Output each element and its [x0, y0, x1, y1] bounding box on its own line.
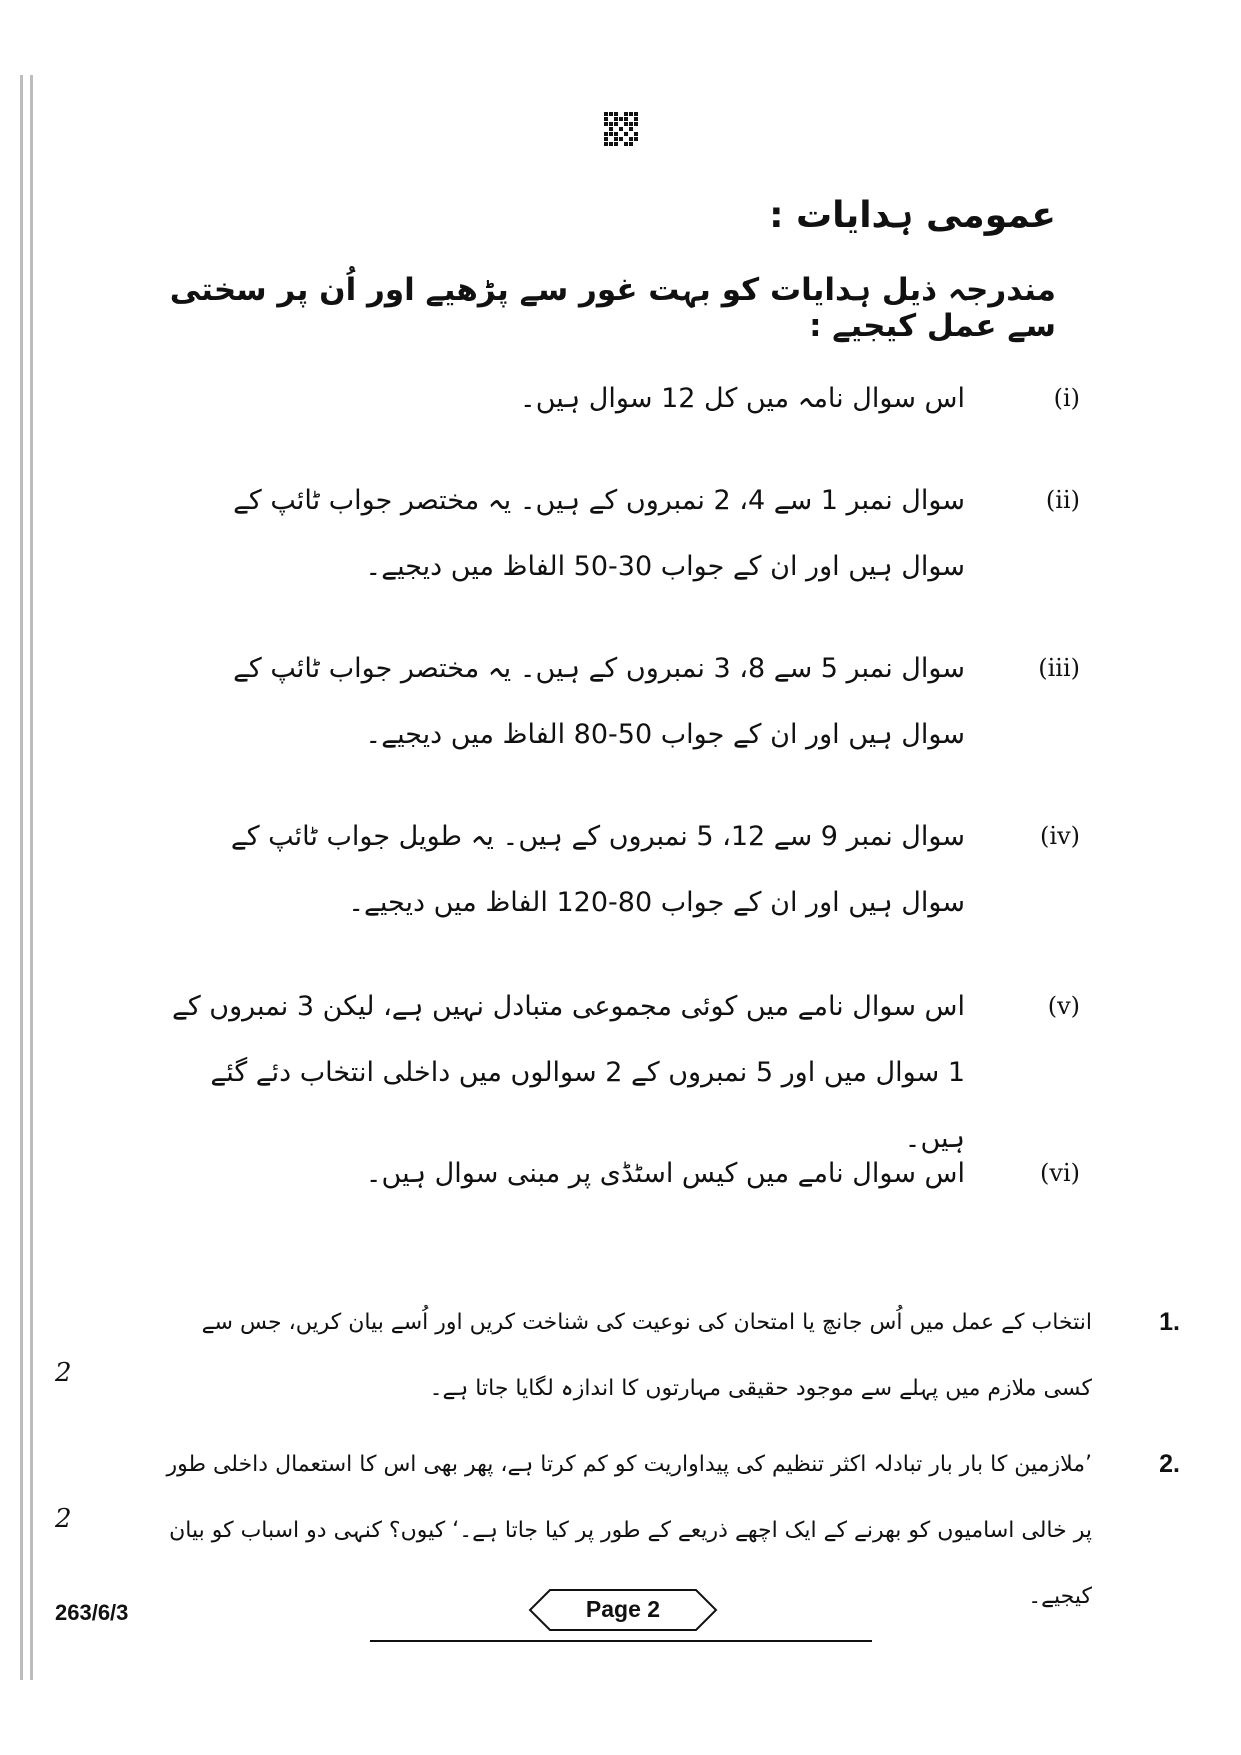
- instruction-number: (v): [1047, 992, 1080, 1020]
- paper-code: 263/6/3: [55, 1600, 129, 1625]
- instructions-intro: مندرجہ ذیل ہدایات کو بہت غور سے پڑھیے اور اُن پر سختی سے عمل کیجیے :: [169, 272, 1056, 344]
- question-text: انتخاب کے عمل میں اُس جانچ یا امتحان کی نوعیت کی شناخت کریں اور اُسے بیان کریں، جس سے کسی ملازم میں پہلے سے موجود حقیقی مہارتوں کا اندازہ لگایا جاتا ہے۔: [201, 1310, 1092, 1401]
- footer-rule: [370, 1640, 872, 1642]
- instruction-number: (iii): [1038, 654, 1080, 682]
- instruction-text: سوال نمبر 5 سے 8، 3 نمبروں کے ہیں۔ یہ مختصر جواب ٹائپ کے سوال ہیں اور ان کے جواب 50-80 الفاظ میں دیجیے۔: [233, 653, 965, 750]
- page-number-badge: [528, 1588, 718, 1632]
- margin-rule-outer: [20, 75, 23, 1680]
- question-number: 1.: [1159, 1308, 1180, 1336]
- page-label: Page 2: [585, 1596, 661, 1622]
- instruction-number: (vi): [1040, 1159, 1080, 1187]
- instruction-text: اس سوال نامے میں کیس اسٹڈی پر مبنی سوال ہیں۔: [365, 1158, 965, 1189]
- instruction-number: (iv): [1040, 822, 1080, 850]
- instruction-text: اس سوال نامہ میں کل 12 سوال ہیں۔: [519, 383, 965, 414]
- instruction-text: اس سوال نامے میں کوئی مجموعی متبادل نہیں ہے، لیکن 3 نمبروں کے 1 سوال میں اور 5 نمبروں کے 2 سوالوں میں داخلی انتخاب دئے گئے ہیں۔: [172, 991, 965, 1154]
- qr-code-icon: [604, 112, 638, 146]
- instruction-text: سوال نمبر 9 سے 12، 5 نمبروں کے ہیں۔ یہ طویل جواب ٹائپ کے سوال ہیں اور ان کے جواب 80-120 الفاظ میں دیجیے۔: [230, 821, 965, 918]
- margin-rule-inner: [30, 75, 33, 1680]
- instruction-number: (i): [1053, 384, 1080, 412]
- question-number: 2.: [1159, 1450, 1180, 1478]
- question-marks: 2: [55, 1504, 72, 1534]
- page-title: عمومی ہدایات :: [769, 195, 1056, 236]
- instruction-number: (ii): [1045, 486, 1080, 514]
- question-text: ’ملازمین کا بار بار تبادلہ اکثر تنظیم کی پیداواریت کو کم کرتا ہے، پھر بھی اس کا استعمال داخلی طور پر خالی اسامیوں کو بھرنے کے ایک اچھے ذریعے کے طور پر کیا جاتا ہے۔‘ کیوں؟ کنہی دو اسباب کو بیان کیجیے۔: [166, 1452, 1092, 1609]
- instruction-text: سوال نمبر 1 سے 4، 2 نمبروں کے ہیں۔ یہ مختصر جواب ٹائپ کے سوال ہیں اور ان کے جواب 30-50 الفاظ میں دیجیے۔: [233, 485, 965, 582]
- question-marks: 2: [55, 1358, 72, 1388]
